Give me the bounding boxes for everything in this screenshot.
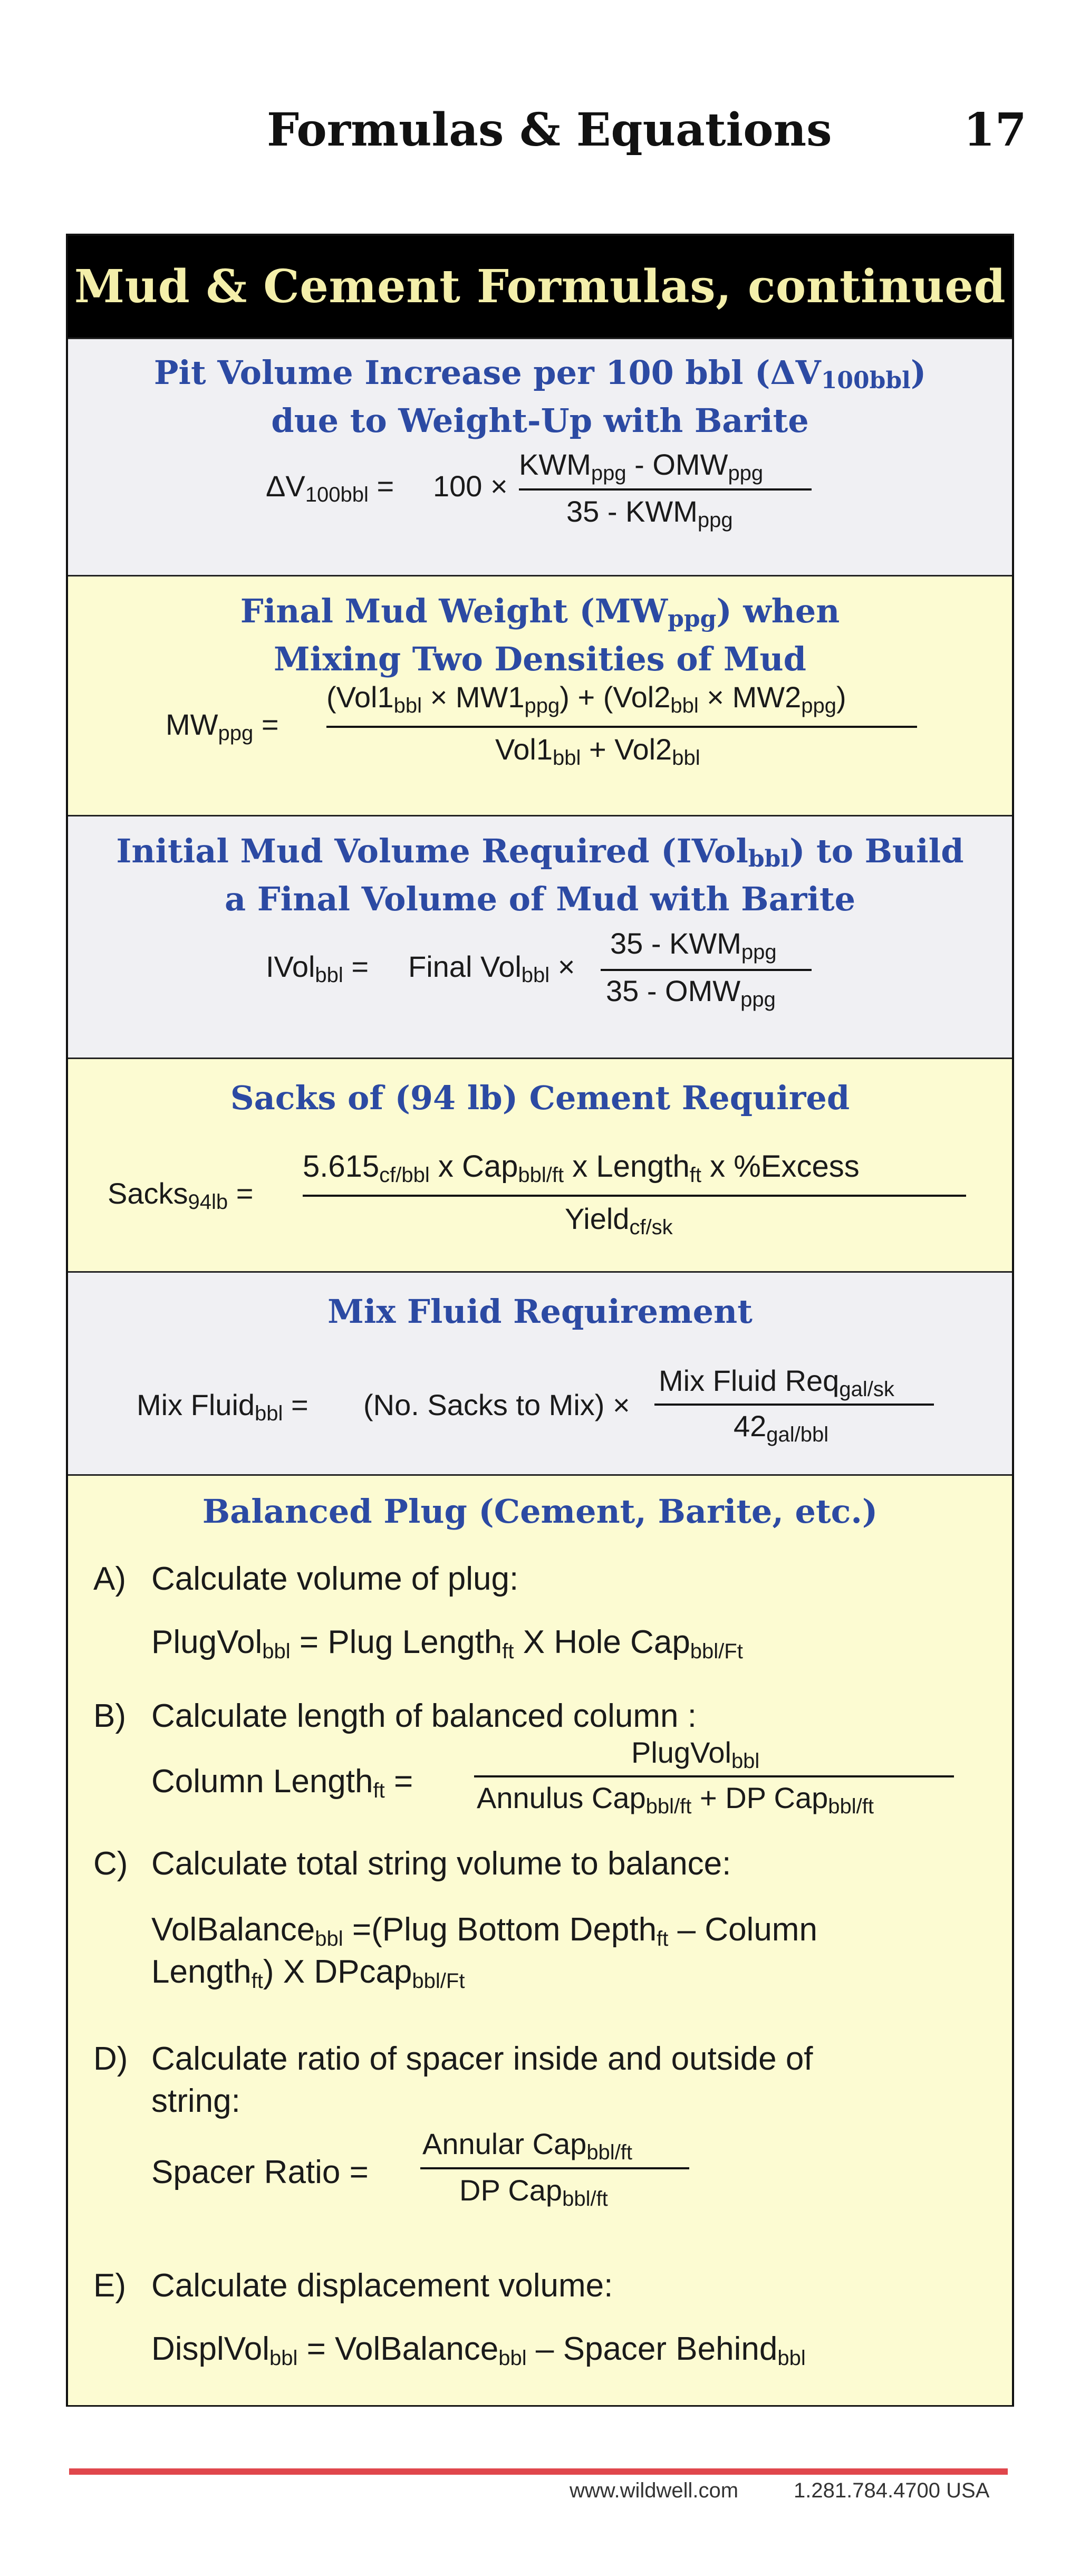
pit-volume-numerator: $KWM_{ppg} - OMW_{ppg}$ <box>519 448 764 485</box>
step-d: D) Calculate ratio of spacer inside and outside of <box>93 2041 813 2077</box>
step-d-line2: string: <box>151 2083 240 2119</box>
initial-mud-volume-denominator: $35 - OMW_{ppg}$ <box>606 974 776 1011</box>
step-d-lhs: Spacer Ratio = <box>151 2154 369 2190</box>
final-mud-weight-title: Final Mud Weight (MWppg) when Mixing Two Densities of Mud <box>240 592 840 678</box>
page-header <box>0 103 1080 167</box>
pit-volume-fraction-bar <box>519 488 812 491</box>
mix-fluid-sacks-term: (No. Sacks to Mix) × <box>363 1388 630 1421</box>
balanced-plug-title: Balanced Plug (Cement, Barite, etc.) <box>202 1492 878 1531</box>
sacks-cement-title: Sacks of (94 lb) Cement Required <box>230 1079 850 1117</box>
initial-mud-volume-final-vol: Final Vol$_{bbl}$ × <box>408 950 575 987</box>
step-d-fraction-bar <box>420 2167 689 2169</box>
mix-fluid-lhs: Mix Fluid$_{bbl}$ = <box>137 1388 308 1425</box>
final-mud-weight-lhs: $MW_{ppg}$ = <box>166 708 279 745</box>
step-c-equation-line2: Length$_{ft}$) X DPcap$_{bbl/Ft}$ <box>151 1954 465 1993</box>
pit-volume-denominator: $35 - KWM_{ppg}$ <box>566 495 733 532</box>
step-b: B) Calculate length of balanced column : <box>93 1698 697 1734</box>
pit-volume-section <box>68 338 1012 575</box>
mix-fluid-title: Mix Fluid Requirement <box>327 1292 753 1331</box>
step-c: C) Calculate total string volume to balance: <box>93 1846 731 1882</box>
sacks-lhs: Sacks$_{94lb}$ = <box>108 1177 254 1214</box>
step-b-numerator: PlugVol$_{bbl}$ <box>631 1736 760 1773</box>
final-mud-weight-section <box>68 575 1012 815</box>
step-b-denominator: Annulus Cap$_{bbl/ft}$ + DP Cap$_{bbl/ft}$ <box>477 1781 874 1818</box>
page-number: 17 <box>963 103 1027 157</box>
initial-mud-volume-title: Initial Mud Volume Required (IVolbbl) to Build a Final Volume of Mud with Barite <box>116 832 964 918</box>
step-d-numerator: Annular Cap$_{bbl/ft}$ <box>422 2127 633 2164</box>
footer-phone: 1.281.784.4700 USA <box>794 2479 990 2502</box>
initial-mud-volume-numerator: $35 - KWM_{ppg}$ <box>610 927 777 964</box>
sacks-fraction-bar <box>303 1195 966 1197</box>
step-c-equation-line1: VolBalance$_{bbl}$ =(Plug Bottom Depth$_{ft}$ – Column <box>151 1911 817 1950</box>
final-mud-weight-denominator: $Vol1_{bbl} + Vol2_{bbl}$ <box>495 733 700 770</box>
step-a-equation: PlugVol$_{bbl}$ = Plug Length$_{ft}$ X Hole Cap$_{bbl/Ft}$ <box>151 1624 743 1663</box>
initial-mud-volume-section <box>68 815 1012 1058</box>
sacks-numerator: $5.615_{cf/bbl}$ x Cap$_{bbl/ft}$ x Length$_{ft}$ x %Excess <box>303 1149 860 1187</box>
final-mud-weight-fraction-bar <box>326 726 917 728</box>
final-mud-weight-numerator: $(Vol1_{bbl} \times MW1_{ppg}) + (Vol2_{bbl} \times MW2_{ppg})$ <box>326 680 846 717</box>
step-a: A) Calculate volume of plug: <box>93 1561 519 1597</box>
step-b-fraction-bar <box>474 1775 954 1777</box>
step-d-denominator: DP Cap$_{bbl/ft}$ <box>459 2174 608 2210</box>
formula-box <box>66 234 1014 2407</box>
mix-fluid-denominator: $42_{gal/bbl}$ <box>734 1409 829 1446</box>
banner-title: Mud & Cement Formulas, continued <box>74 260 1006 313</box>
initial-mud-volume-fraction-bar <box>601 969 812 971</box>
sacks-cement-section <box>68 1058 1012 1271</box>
mix-fluid-numerator: Mix Fluid Req$_{gal/sk}$ <box>659 1364 894 1401</box>
pit-volume-coef: 100 × <box>433 469 508 503</box>
balanced-plug-section <box>68 1474 1012 2405</box>
section-banner <box>68 236 1012 338</box>
step-b-lhs: Column Length$_{ft}$ = <box>151 1763 413 1802</box>
sacks-denominator: Yield$_{cf/sk}$ <box>565 1202 673 1239</box>
pit-volume-title: Pit Volume Increase per 100 bbl (ΔV100bbl) due to Weight-Up with Barite <box>153 353 927 440</box>
step-e: E) Calculate displacement volume: <box>93 2267 613 2304</box>
footer-accent-line <box>69 2468 1008 2475</box>
mix-fluid-fraction-bar <box>654 1404 934 1406</box>
pit-volume-lhs: $\Delta V_{100bbl}$ = <box>266 469 394 506</box>
initial-mud-volume-lhs: IVol$_{bbl}$ = <box>266 950 369 987</box>
page-title: Formulas & Equations <box>267 103 832 157</box>
step-e-equation: DisplVol$_{bbl}$ = VolBalance$_{bbl}$ – Spacer Behind$_{bbl}$ <box>151 2331 806 2370</box>
footer-website: www.wildwell.com <box>570 2479 739 2502</box>
mix-fluid-section <box>68 1271 1012 1474</box>
